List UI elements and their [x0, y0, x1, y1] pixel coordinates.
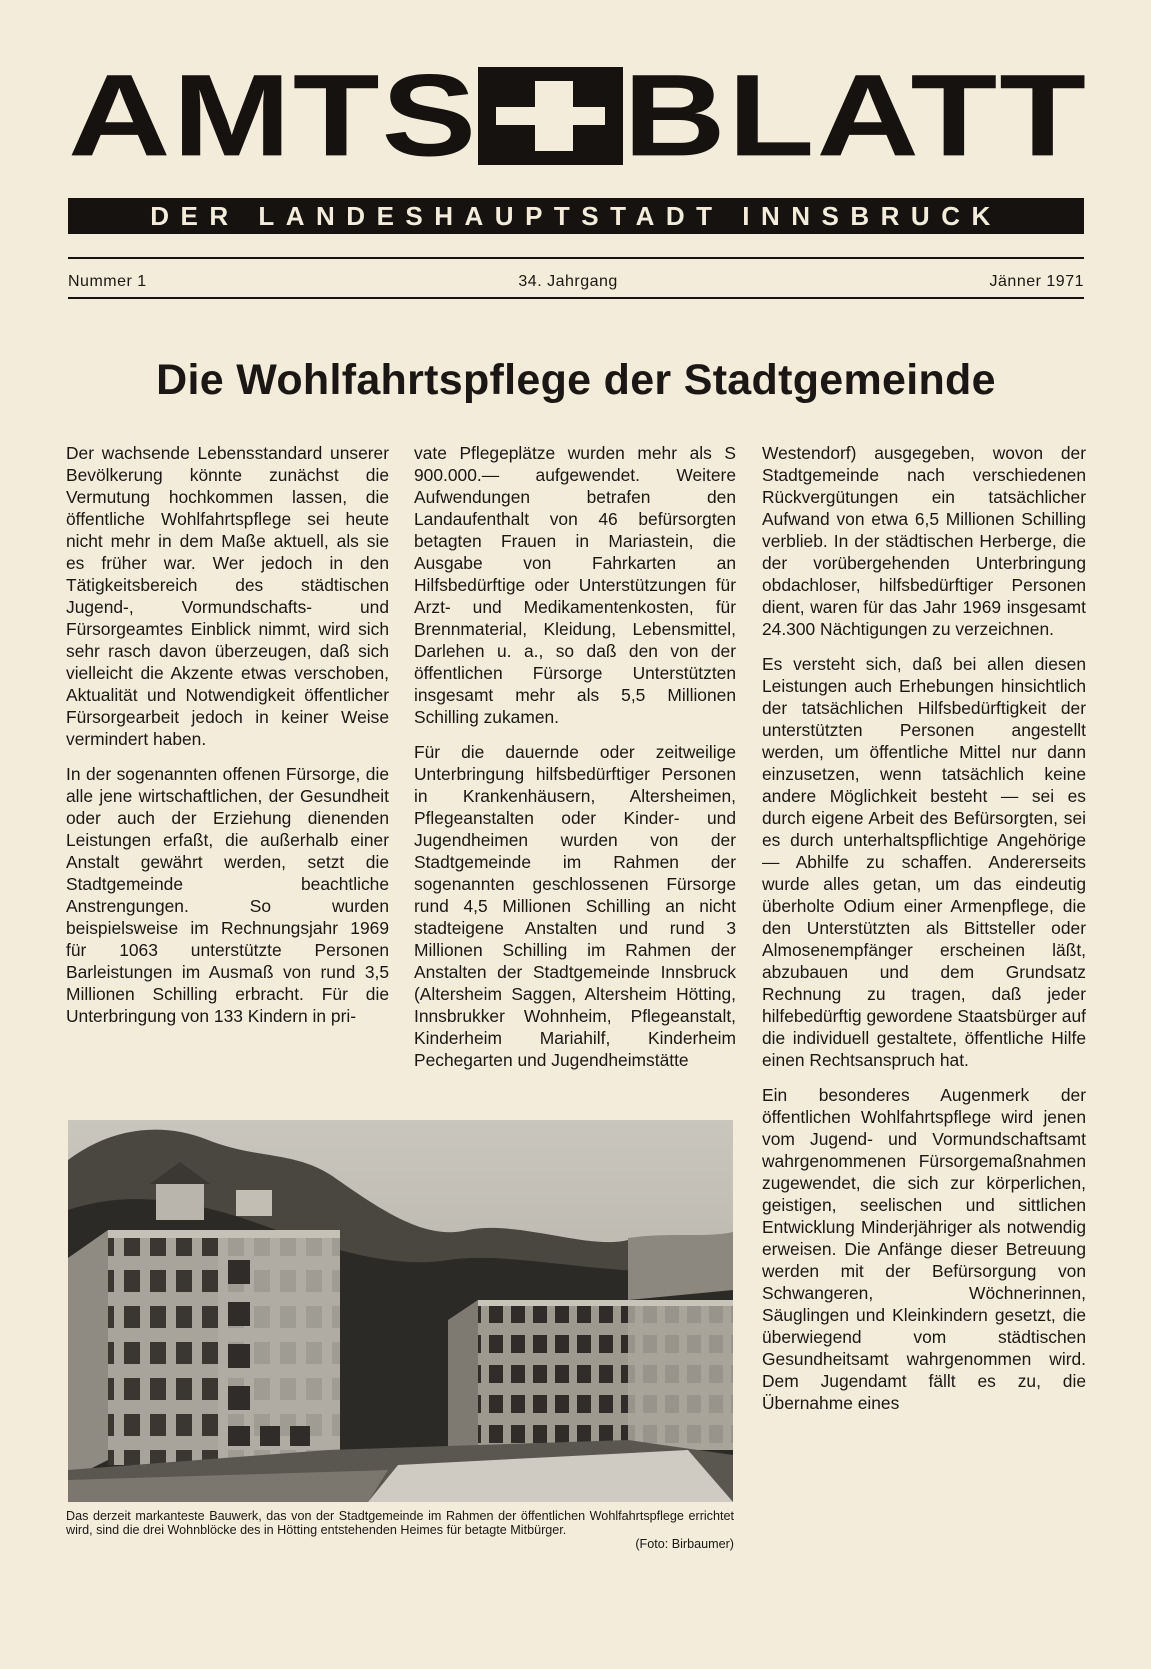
bottom-divider	[68, 297, 1084, 299]
coat-of-arms-icon	[478, 67, 623, 165]
paragraph: vate Pflegeplätze wurden mehr als S 900.000.— aufgewendet. Weitere Aufwendungen betrafen den Landaufenthalt von 46 befürsorgten betagten Frauen in Mariastein, die Ausgabe von Fahrkarten an Hilfsbedürftige oder Unterstützungen für Arzt- und Medikamentenkosten, für Brennmaterial, Kleidung, Lebensmittel, Darlehen u. a., so daß den von der öffentlichen Fürsorge Unterstützten insgesamt mehr als 5,5 Millionen Schilling zukamen.	[414, 443, 736, 727]
paragraph: In der sogenannten offenen Fürsorge, die alle jene wirtschaftlichen, der Gesundheit oder auch der Erziehung dienenden Leistungen erfaßt, die außerhalb einer Anstalt gewährt werden, setzt die Stadtgemeinde beachtliche Anstrengungen. So wurden beispielsweise im Rechnungsjahr 1969 für 1063 unterstützte Personen Barleistungen im Ausmaß von rund 3,5 Millionen Schilling erbracht. Für die Unterbringung von 133 Kindern in pri-	[66, 764, 389, 1026]
issue-line	[68, 270, 1084, 294]
article-column-2	[414, 442, 736, 1084]
paragraph: Ein besonderes Augenmerk der öffentlichen Wohlfahrtspflege wird jenen vom Jugend- und Vormundschaftsamt wahrgenommenen Fürsorgemaßnahmen zugewendet, die sich zur körperlichen, geistigen, seelischen und sittlichen Entwicklung Minderjähriger als notwendig erweisen. Die Anfänge dieser Betreuung werden mit der Befürsorgung von Schwangeren, Wöchnerinnen, Säuglingen und Kleinkindern gesetzt, die überwiegend vom städtischen Gesundheitsamt wahrgenommen wird. Dem Jugendamt fällt es zu, die Übernahme eines	[762, 1085, 1086, 1413]
paragraph: Für die dauernde oder zeitweilige Unterbringung hilfsbedürftiger Personen in Krankenhäusern, Altersheimen, Pflegeanstalten oder Kinder- und Jugendheimen wurden von der Stadtgemeinde im Rahmen der sogenannten geschlossenen Fürsorge rund 4,5 Millionen Schilling an nicht stadteigene Anstalten und rund 3 Millionen Schilling im Rahmen der Anstalten der Stadtgemeinde Innsbruck (Altersheim Saggen, Altersheim Hötting, Innsbrukker Wohnheim, Pflegeanstalt, Kinderheim Mariahilf, Kinderheim Pechegarten und Jugendheimstätte	[414, 742, 736, 1070]
caption-text: Das derzeit markanteste Bauwerk, das von der Stadtgemeinde im Rahmen der öffentlichen Wohlfahrtspflege errichtet wird, sind die drei Wohnblöcke des in Hötting entstehenden Heimes für betagte Mitbürger.	[66, 1509, 734, 1537]
masthead-word-right: BLATT	[623, 50, 1088, 181]
top-divider	[68, 257, 1084, 259]
article-column-3	[762, 442, 1086, 1427]
masthead-word-left: AMTS	[68, 50, 479, 181]
article-headline: Die Wohlfahrtspflege der Stadtgemeinde	[156, 356, 996, 404]
article-column-1	[66, 442, 389, 1040]
issue-volume: 34. Jahrgang	[518, 273, 618, 290]
paragraph: Westendorf) ausgegeben, wovon der Stadtgemeinde nach verschiedenen Rückvergütungen ein tatsächlicher Aufwand von etwa 6,5 Millionen Schilling verblieb. In der städtischen Herberge, die der vorübergehenden Unterbringung obdachloser, hilfsbedürftiger Personen dient, waren für das Jahr 1969 insgesamt 24.300 Nächtigungen zu verzeichnen.	[762, 443, 1086, 639]
issue-number: Nummer 1	[68, 273, 147, 290]
issue-date: Jänner 1971	[989, 273, 1084, 290]
masthead-subtitle: DER LANDESHAUPTSTADT INNSBRUCK	[68, 198, 1084, 234]
article-photo	[68, 1120, 733, 1502]
masthead-title	[68, 50, 1088, 181]
photo-caption	[66, 1509, 734, 1551]
photo-credit: (Foto: Birbaumer)	[635, 1537, 734, 1551]
paragraph: Der wachsende Lebensstandard unserer Bevölkerung könnte zunächst die Vermutung hochkommen lassen, die öffentliche Wohlfahrtspflege sei heute nicht mehr in dem Maße aktuell, als sie es früher war. Wer jedoch in den Tätigkeitsbereich des städtischen Jugend-, Vormundschafts- und Fürsorgeamtes Einblick nimmt, wird sich sehr rasch davon überzeugen, daß sich vielleicht die Akzente etwas verschoben, Aktualität und Notwendigkeit öffentlicher Fürsorgearbeit jedoch in keiner Weise vermindert haben.	[66, 443, 389, 749]
paragraph: Es versteht sich, daß bei allen diesen Leistungen auch Erhebungen hinsichtlich der tatsächlichen Hilfsbedürftigkeit der unterstützten Personen angestellt werden, um öffentliche Mittel nur dann einzusetzen, wenn tatsächlich keine andere Möglichkeit besteht — sei es durch eigene Arbeit des Befürsorgten, sei es durch unterhaltspflichtige Angehörige — Abhilfe zu schaffen. Andererseits wurde alles getan, um das eindeutig überholte Odium einer Armenpflege, die den Unterstützten als Bittsteller oder Almosenempfänger erscheinen läßt, abzubauen und dem Grundsatz Rechnung zu tragen, daß jeder hilfebedürftig gewordene Staatsbürger auf die individuell gestaltete, öffentliche Hilfe einen Rechtsanspruch hat.	[762, 654, 1086, 1070]
